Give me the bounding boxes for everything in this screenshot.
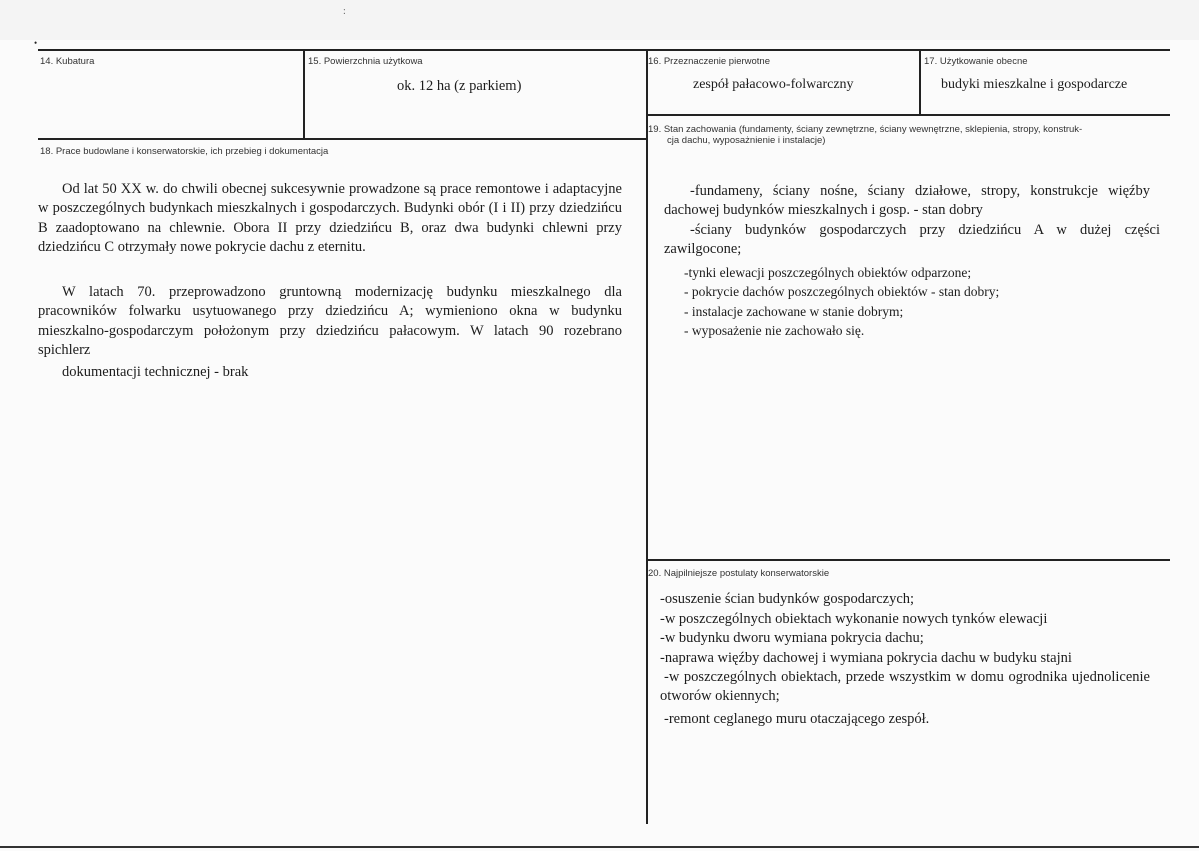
field-19-label-line-1: 19. Stan zachowania (fundamenty, ściany zewnętrzne, ściany wewnętrzne, sklepienia, stropy, konstruk- bbox=[648, 124, 1083, 135]
field-16-label: 16. Przeznaczenie pierwotne bbox=[648, 56, 770, 67]
field-18-label: 18. Prace budowlane i konserwatorskie, ich przebieg i dokumentacja bbox=[40, 146, 329, 157]
rule-v-center bbox=[646, 49, 648, 824]
field-19-item: - instalacje zachowane w stanie dobrym; bbox=[684, 304, 904, 319]
field-20-line: -w poszczególnych obiektach wykonanie nowych tynków elewacji bbox=[660, 611, 1048, 627]
field-20-paragraph: -w poszczególnych obiektach, przede wszystkim w domu ogrodnika ujednolicenie otworów okiennych; bbox=[660, 669, 1150, 705]
field-14-label: 14. Kubatura bbox=[40, 56, 95, 67]
rule-under-16-17 bbox=[646, 114, 1170, 116]
field-15-value: ok. 12 ha (z parkiem) bbox=[397, 78, 522, 94]
scan-mark: : bbox=[343, 6, 346, 17]
rule-v-14-15 bbox=[303, 49, 305, 139]
rule-under-14-15 bbox=[38, 138, 646, 140]
field-17-label: 17. Użytkowanie obecne bbox=[924, 56, 1028, 67]
field-19-item: - pokrycie dachów poszczególnych obiektów - stan dobry; bbox=[684, 284, 1000, 299]
scan-mark: • bbox=[34, 38, 38, 48]
field-19-item: - wyposażenie nie zachowało się. bbox=[684, 323, 865, 338]
field-18-paragraph-2: W latach 70. przeprowadzono gruntowną modernizację budynku mieszkalnego dla pracowników folwarku usytuowanego przy dziedzińcu A; wymieniono okna w budynku mieszkalno-gospodarczym położonym przy dziedzińcu pałacowym. W latach 90 rozebrano spichlerz bbox=[38, 284, 622, 359]
field-17-value: budyki mieszkalne i gospodarcze bbox=[941, 77, 1128, 92]
rule-above-20 bbox=[646, 559, 1170, 561]
field-20-line: -remont ceglanego muru otaczającego zespół. bbox=[664, 711, 930, 727]
field-19-paragraph-1: -fundameny, ściany nośne, ściany działowe, stropy, konstrukcje więźby dachowej budynków mieszkalnych i gosp. - stan dobry bbox=[664, 183, 1150, 219]
field-20-label: 20. Najpilniejsze postulaty konserwatorskie bbox=[648, 568, 830, 579]
field-16-value: zespół pałacowo-folwarczny bbox=[693, 77, 854, 92]
field-20-line: -naprawa więźby dachowej i wymiana pokrycia dachu w budyku stajni bbox=[660, 650, 1072, 666]
rule-bottom bbox=[0, 846, 1199, 848]
field-19-item: -tynki elewacji poszczególnych obiektów odparzone; bbox=[684, 265, 972, 280]
field-15-label: 15. Powierzchnia użytkowa bbox=[308, 56, 423, 67]
field-20-line: -osuszenie ścian budynków gospodarczych; bbox=[660, 591, 915, 607]
rule-v-16-17 bbox=[919, 49, 921, 115]
scan-top-margin bbox=[0, 0, 1199, 40]
field-19-paragraph-2: -ściany budynków gospodarczych przy dziedzińcu A w dużej części zawilgocone; bbox=[664, 222, 1160, 258]
field-18-paragraph-1: Od lat 50 XX w. do chwili obecnej sukcesywnie prowadzone są prace remontowe i adaptacyjne w poszczególnych budynkach mieszkalnych i gospodarczych. Budynki obór (I i II) przy dziedzińcu B zaadoptowano na chlewnie. Obora II przy dziedzińcu B, oraz dwa budynki chlewni przy dziedzińcu C otrzymały nowe pokrycie dachu z eternitu. bbox=[38, 181, 622, 256]
field-18-paragraph-3: dokumentacji technicznej - brak bbox=[62, 364, 249, 380]
field-19-label-line-2: cja dachu, wyposażnienie i instalacje) bbox=[667, 135, 826, 146]
rule-top bbox=[38, 49, 1170, 51]
field-20-line: -w budynku dworu wymiana pokrycia dachu; bbox=[660, 630, 924, 646]
